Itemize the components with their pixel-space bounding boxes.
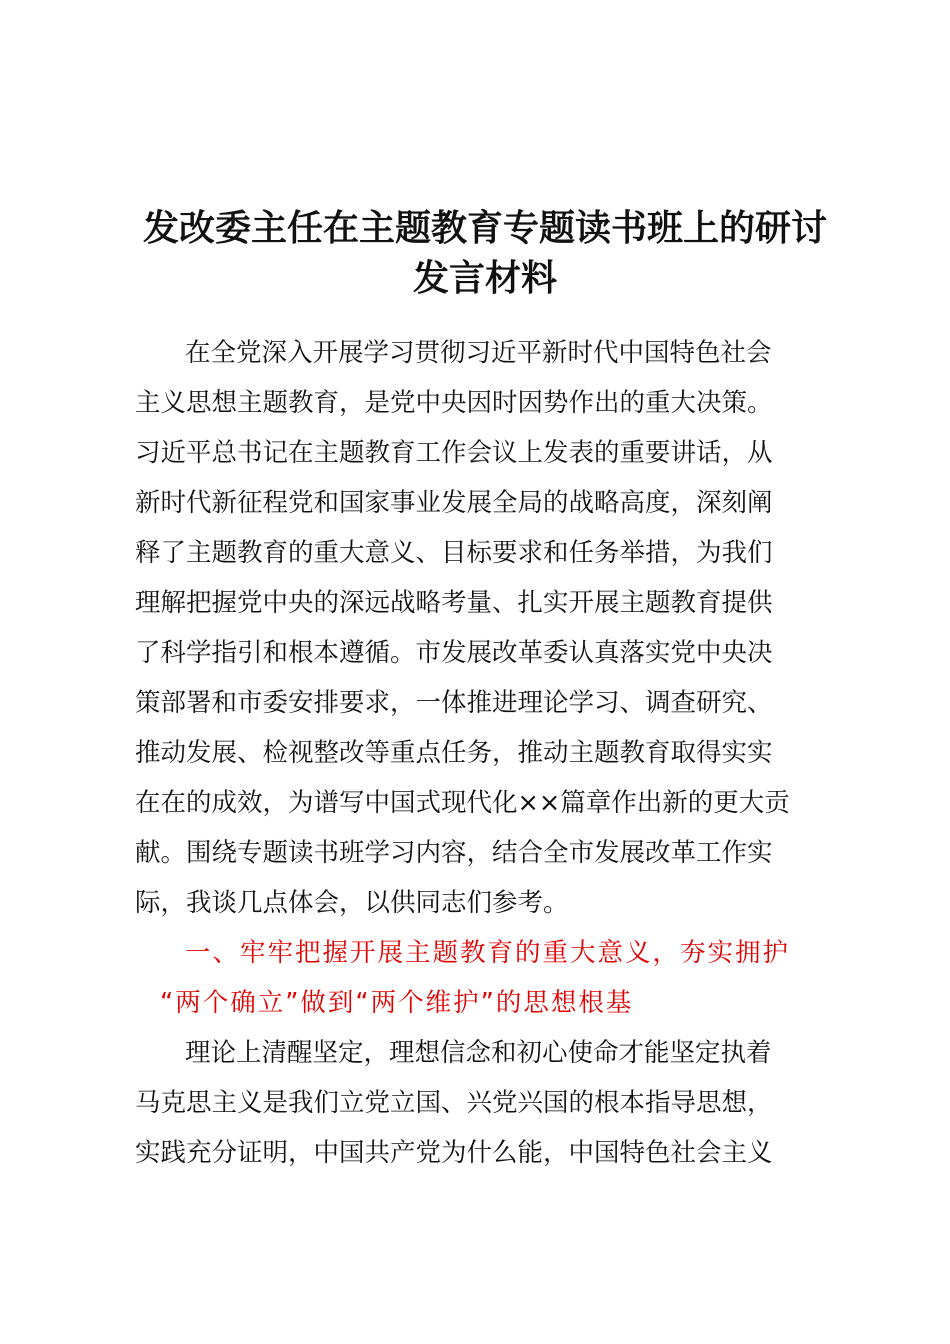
paragraph-2-line: 马克思主义是我们立党立国、兴党兴国的根本指导思想，	[135, 1088, 773, 1118]
section-heading-1-line: 一、牢牢把握开展主题教育的重大意义，夯实拥护	[185, 938, 791, 968]
paragraph-1-line: 释了主题教育的重大意义、目标要求和任务举措，为我们	[135, 538, 773, 568]
paragraph-2-line: 实践充分证明，中国共产党为什么能，中国特色社会主义	[135, 1138, 773, 1168]
paragraph-2-line: 理论上清醒坚定，理想信念和初心使命才能坚定执着	[185, 1038, 772, 1068]
paragraph-1-line: 习近平总书记在主题教育工作会议上发表的重要讲话，从	[135, 438, 773, 468]
paragraph-1-line: 献。围绕专题读书班学习内容，结合全市发展改革工作实	[135, 838, 773, 868]
paragraph-1-line: 主义思想主题教育，是党中央因时因势作出的重大决策。	[135, 388, 773, 418]
paragraph-1-line: 理解把握党中央的深远战略考量、扎实开展主题教育提供	[135, 588, 773, 618]
document-title-line-1: 发改委主任在主题教育专题读书班上的研讨	[142, 208, 827, 249]
section-heading-1-line: “两个确立”做到“两个维护”的思想根基	[160, 988, 634, 1018]
paragraph-1-line: 在全党深入开展学习贯彻习近平新时代中国特色社会	[185, 338, 772, 368]
paragraph-1-line: 推动发展、检视整改等重点任务，推动主题教育取得实实	[135, 738, 773, 768]
paragraph-1-line: 了科学指引和根本遵循。市发展改革委认真落实党中央决	[135, 638, 773, 668]
paragraph-1-line: 在在的成效，为谱写中国式现代化××篇章作出新的更大贡	[135, 788, 790, 818]
paragraph-1-line: 策部署和市委安排要求，一体推进理论学习、调查研究、	[135, 688, 773, 718]
document-title-line-2: 发言材料	[412, 258, 557, 299]
paragraph-1-line: 新时代新征程党和国家事业发展全局的战略高度，深刻阐	[135, 488, 773, 518]
paragraph-1-line: 际，我谈几点体会，以供同志们参考。	[135, 888, 569, 918]
